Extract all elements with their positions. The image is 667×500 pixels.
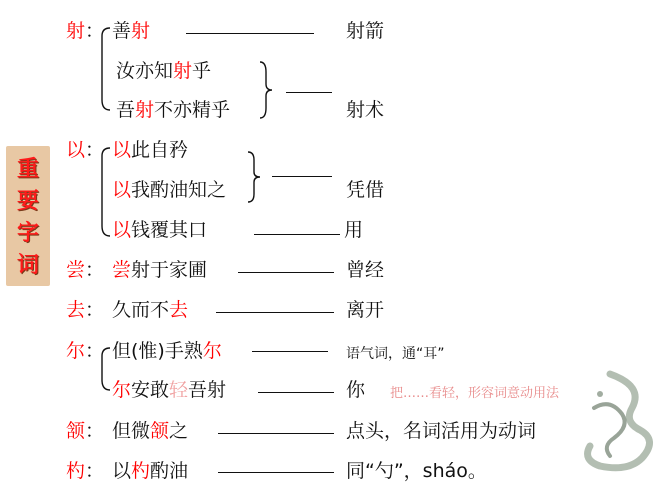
connector-line bbox=[254, 234, 340, 235]
example-phrase: 但(惟)手熟尔 bbox=[112, 340, 222, 362]
meaning-text: 同“勺”，sháo。 bbox=[346, 460, 487, 482]
example-phrase: 尔安敢轻吾射 bbox=[112, 379, 227, 401]
example-phrase: 以杓酌油 bbox=[112, 460, 189, 482]
side-label-char: 词 bbox=[16, 252, 39, 278]
example-phrase: 善射 bbox=[112, 20, 151, 42]
key-character: 去： bbox=[66, 299, 105, 321]
key-character: 杓： bbox=[66, 460, 105, 482]
key-character: 尔： bbox=[66, 340, 105, 362]
key-character: 颔： bbox=[66, 420, 105, 442]
meaning-text: 凭借 bbox=[346, 179, 385, 201]
meaning-text: 射术 bbox=[346, 99, 385, 121]
key-character: 尝： bbox=[66, 259, 105, 281]
connector-line bbox=[286, 92, 332, 93]
example-phrase: 汝亦知射乎 bbox=[116, 60, 212, 82]
connector-line bbox=[238, 272, 334, 273]
left-brace bbox=[96, 146, 112, 238]
connector-line bbox=[272, 176, 332, 177]
example-phrase: 以我酌油知之 bbox=[112, 179, 227, 201]
connector-line bbox=[218, 472, 334, 473]
meaning-text: 语气词，通“耳” bbox=[346, 346, 445, 362]
side-label-char: 重 bbox=[16, 156, 39, 182]
example-phrase: 久而不去 bbox=[112, 299, 189, 321]
meaning-text: 离开 bbox=[346, 299, 385, 321]
example-phrase: 以此自矜 bbox=[112, 139, 189, 161]
right-brace bbox=[258, 60, 274, 120]
example-phrase: 尝射于家圃 bbox=[112, 259, 208, 281]
meaning-text: 点头，名词活用为动词 bbox=[346, 420, 537, 442]
side-label-char: 要 bbox=[16, 188, 39, 214]
left-brace bbox=[96, 26, 112, 112]
connector-line bbox=[218, 433, 334, 434]
connector-line bbox=[258, 392, 334, 393]
example-phrase: 吾射不亦精乎 bbox=[116, 99, 231, 121]
right-brace bbox=[246, 150, 262, 204]
decorative-brush-icon bbox=[570, 368, 662, 478]
annotation-note: 把……看轻，形容词意动用法 bbox=[390, 386, 560, 401]
meaning-text: 你 bbox=[346, 379, 366, 401]
connector-line bbox=[186, 33, 314, 34]
connector-line bbox=[216, 312, 334, 313]
key-character: 射： bbox=[66, 20, 105, 42]
meaning-text: 用 bbox=[344, 219, 364, 241]
meaning-text: 曾经 bbox=[346, 259, 385, 281]
left-brace bbox=[96, 346, 112, 392]
meaning-text: 射箭 bbox=[346, 20, 385, 42]
key-character: 以： bbox=[66, 139, 105, 161]
side-label-char: 字 bbox=[16, 220, 39, 246]
example-phrase: 但微颔之 bbox=[112, 420, 189, 442]
connector-line bbox=[252, 351, 328, 352]
side-label-important-words bbox=[6, 146, 50, 286]
example-phrase: 以钱覆其口 bbox=[112, 219, 208, 241]
